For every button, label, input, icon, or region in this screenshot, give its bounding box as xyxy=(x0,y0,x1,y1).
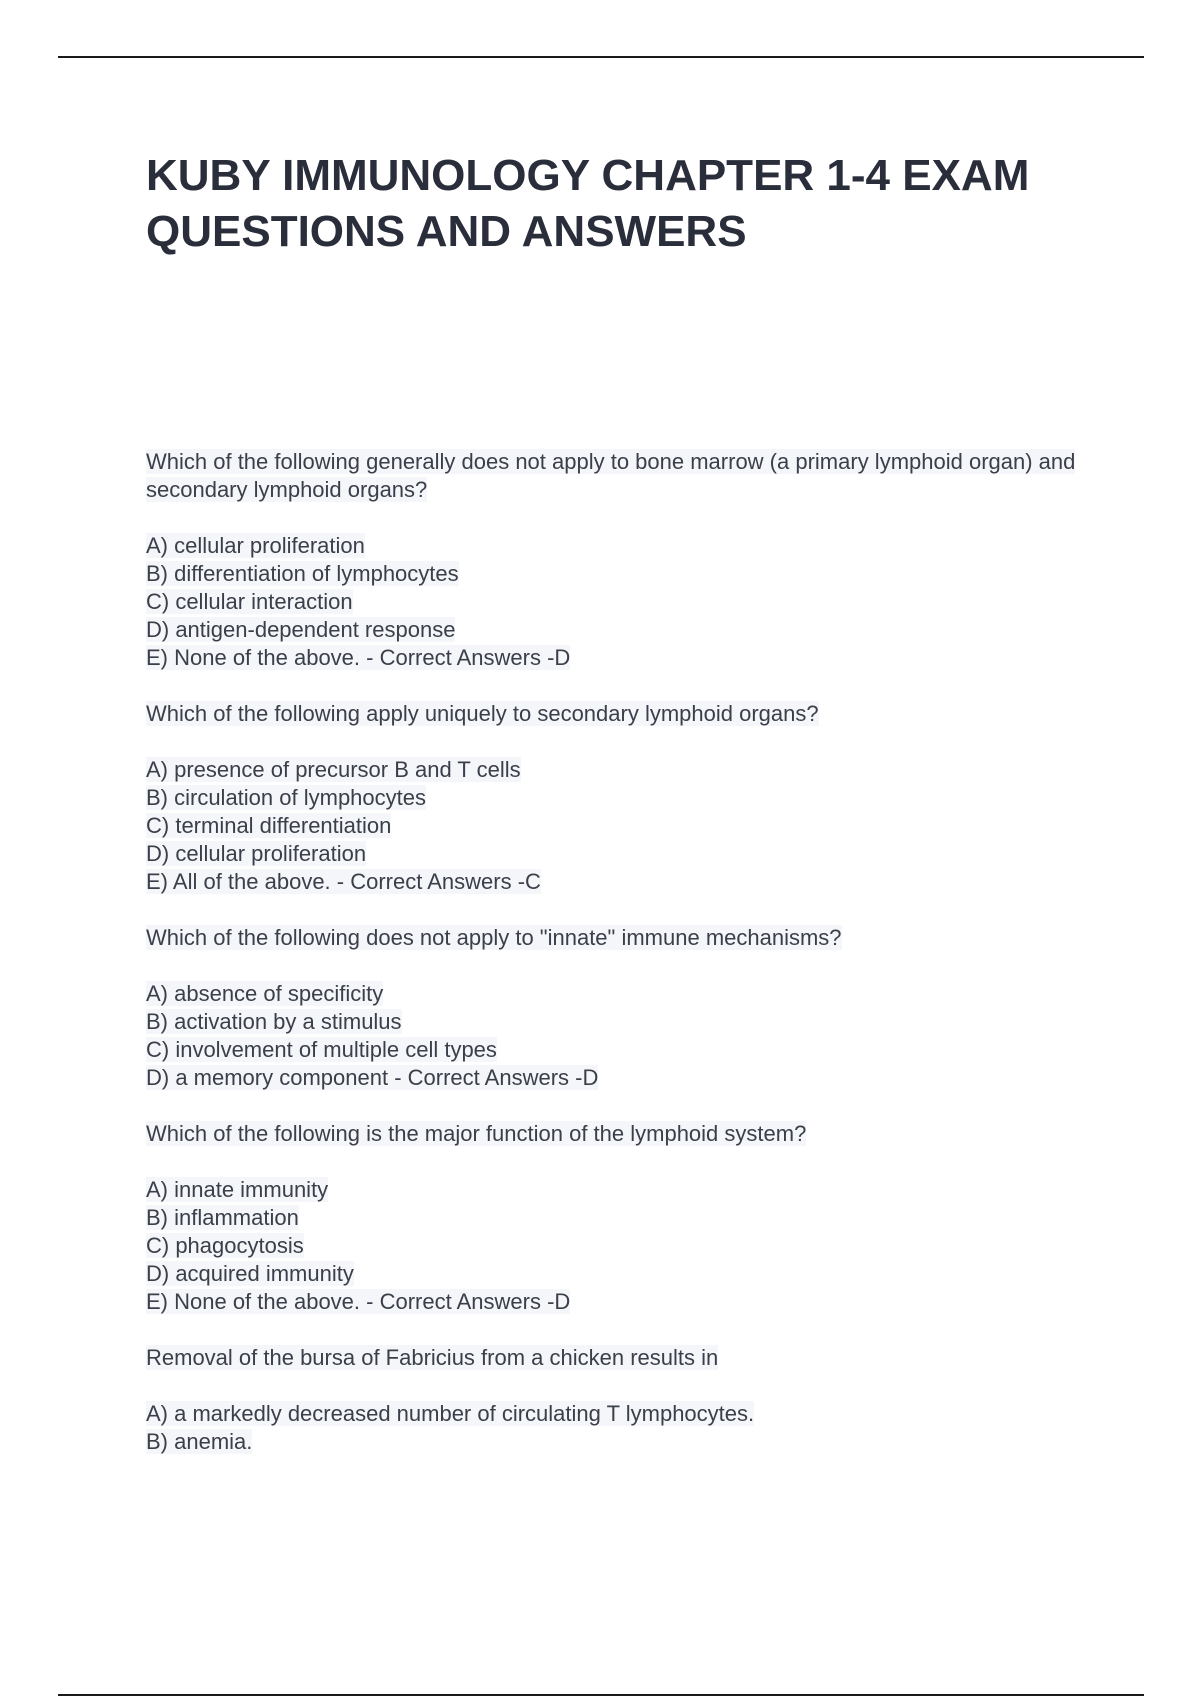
option-b: B) anemia. xyxy=(146,1429,253,1454)
bottom-rule xyxy=(58,1694,1144,1696)
option-c: C) cellular interaction xyxy=(146,589,353,614)
document-body xyxy=(146,148,1076,1484)
option-e: E) None of the above. - Correct Answers -D xyxy=(146,645,571,670)
option-a: A) a markedly decreased number of circulating T lymphocytes. xyxy=(146,1401,755,1426)
option-b: B) differentiation of lymphocytes xyxy=(146,561,459,586)
question-text: Removal of the bursa of Fabricius from a chicken results in xyxy=(146,1345,719,1370)
option-a: A) presence of precursor B and T cells xyxy=(146,757,521,782)
option-list xyxy=(146,1400,1076,1456)
document-title: KUBY IMMUNOLOGY CHAPTER 1-4 EXAM QUESTIONS AND ANSWERS xyxy=(146,151,1030,256)
option-c: C) phagocytosis xyxy=(146,1233,304,1258)
question-3 xyxy=(146,924,1076,1092)
option-b: B) activation by a stimulus xyxy=(146,1009,402,1034)
option-list xyxy=(146,980,1076,1092)
option-b: B) inflammation xyxy=(146,1205,299,1230)
option-d: D) a memory component - Correct Answers -D xyxy=(146,1065,599,1090)
question-4 xyxy=(146,1120,1076,1316)
question-text: Which of the following apply uniquely to secondary lymphoid organs? xyxy=(146,701,819,726)
option-e: E) All of the above. - Correct Answers -C xyxy=(146,869,541,894)
question-text: Which of the following is the major function of the lymphoid system? xyxy=(146,1121,807,1146)
option-list xyxy=(146,1176,1076,1316)
option-a: A) innate immunity xyxy=(146,1177,329,1202)
question-list xyxy=(146,448,1076,1456)
option-d: D) cellular proliferation xyxy=(146,841,367,866)
option-a: A) cellular proliferation xyxy=(146,533,365,558)
option-e: E) None of the above. - Correct Answers -D xyxy=(146,1289,571,1314)
option-list xyxy=(146,532,1076,672)
option-c: C) involvement of multiple cell types xyxy=(146,1037,497,1062)
question-5 xyxy=(146,1344,1076,1456)
top-rule xyxy=(58,56,1144,58)
option-d: D) acquired immunity xyxy=(146,1261,354,1286)
question-1 xyxy=(146,448,1076,672)
question-text: Which of the following does not apply to "innate" immune mechanisms? xyxy=(146,925,842,950)
option-a: A) absence of specificity xyxy=(146,981,384,1006)
option-d: D) antigen-dependent response xyxy=(146,617,456,642)
question-2 xyxy=(146,700,1076,896)
option-list xyxy=(146,756,1076,896)
question-text: Which of the following generally does not apply to bone marrow (a primary lymphoid organ) and secondary lymphoid organs? xyxy=(146,449,1076,502)
option-c: C) terminal differentiation xyxy=(146,813,392,838)
option-b: B) circulation of lymphocytes xyxy=(146,785,426,810)
